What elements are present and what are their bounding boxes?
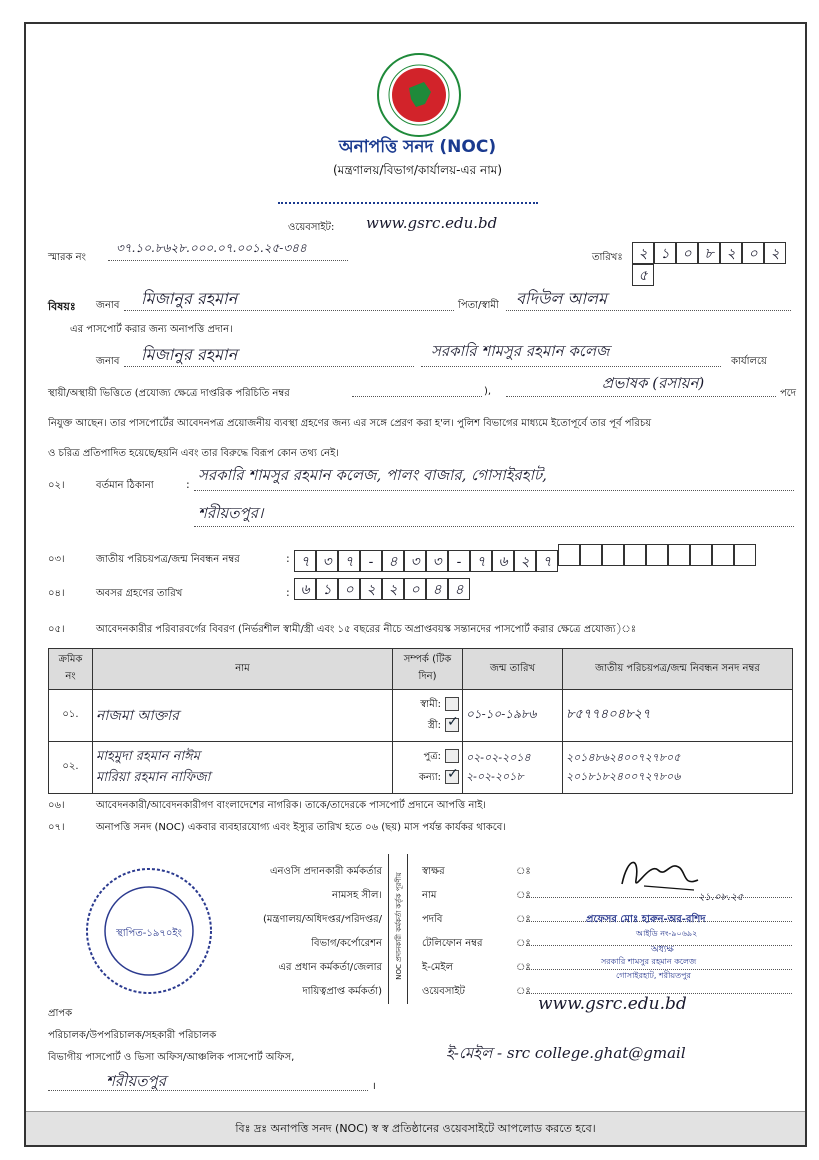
item-05-number: ০৫। (48, 624, 65, 635)
table-row (49, 742, 793, 794)
memo-value: ৩৭.১০.৮৬২৮.০০০.০৭.০০১.২৫-৩৪৪ (116, 241, 307, 255)
recipient-tail: । (372, 1081, 376, 1092)
row-id-1: ২০১৪৮৬২৪০০৭২৭৮০৫ (566, 750, 681, 764)
colon: ঃ (516, 938, 531, 949)
date-label: তারিখঃ (592, 252, 623, 263)
stamp-id: আইডি নং-৯০৬৯২ (636, 929, 698, 938)
address-colon: : (186, 478, 190, 491)
subject-name-line (124, 310, 454, 311)
nid-digit: - (360, 550, 382, 572)
office-value: সরকারি শামসুর রহমান কলেজ (431, 342, 610, 360)
row-relation (393, 690, 463, 742)
post-line (506, 396, 776, 397)
date-digit: ০ (742, 242, 764, 264)
line2-mid: ), (484, 386, 492, 397)
row-name-text: নাজমা আক্তার (96, 707, 179, 724)
website-handwritten: www.gsrc.edu.bd (538, 994, 687, 1014)
note-07: অনাপত্তি সনদ (NOC) একবার ব্যবহারযোগ্য এবং ইস্যুর তারিখ হতে ০৬ (ছয়) মাস পর্যন্ত কার্যকর থাকবে। (96, 822, 506, 833)
row-name-text-2: মারিয়া রহমান নাফিজা (96, 769, 211, 785)
retire-digit: ৪ (426, 578, 448, 600)
nid-digit: ৩ (404, 550, 426, 572)
colon: ঃ (516, 962, 531, 973)
body-name-line (124, 366, 414, 367)
subject-mr-label: জনাব (96, 300, 120, 311)
father-value: বদিউল আলম (516, 289, 607, 308)
row-dob: ০১-১০-১৯৮৬ (463, 690, 563, 742)
rel-label: পুত্র: (423, 750, 441, 762)
line2-prefix: স্থায়ী/অস্থায়ী ভিত্তিতে (প্রযোজ্য ক্ষেত্রে দাপ্তরিক পরিচিতি নম্বর (48, 388, 290, 399)
colon: ঃ (516, 866, 531, 877)
row-dob (463, 742, 563, 794)
college-seal-icon (82, 864, 216, 998)
nid-digit: ২ (514, 550, 536, 572)
document-subtitle: (মন্ত্রণালয়/বিভাগ/কার্যালয়-এর নাম) (332, 163, 503, 177)
item-07-number: ০৭। (48, 822, 65, 833)
officer-line: এর প্রধান কর্মকর্তা/জেলার (278, 962, 382, 973)
recipient-place: শরীয়তপুর (106, 1072, 166, 1090)
nid-digit: ৭ (294, 550, 316, 572)
field-email: ই-মেইল (422, 962, 454, 973)
website-label: ওয়েবসাইট: (288, 222, 335, 233)
officer-line: বিভাগ/কর্পোরেশন (311, 938, 382, 949)
nid-digit: ৩ (426, 550, 448, 572)
row-name-text: মাহমুদা রহমান নাঈম (96, 748, 200, 764)
address-label: বর্তমান ঠিকানা (96, 480, 154, 491)
col-relation: সম্পর্ক (টিক দিন) (393, 649, 463, 690)
seal-text: স্থাপিত-১৯৭০ইং (116, 928, 182, 939)
officer-fields (422, 860, 483, 1004)
col-dob: জন্ম তারিখ (463, 649, 563, 690)
divider (278, 202, 538, 204)
vertical-label-box (388, 854, 408, 1004)
officer-left-lines (242, 860, 382, 1004)
recipient-line-1: পরিচালক/উপপরিচালক/সহকারী পরিচালক (48, 1030, 217, 1041)
retire-digit: ১ (316, 578, 338, 600)
nid-label: জাতীয় পরিচয়পত্র/জন্ম নিবন্ধন নম্বর (96, 554, 240, 565)
id-number-line (352, 396, 482, 397)
retire-boxes (294, 578, 470, 600)
nid-boxes (294, 544, 756, 572)
footer-note (26, 1111, 805, 1145)
post-suffix: পদে (780, 388, 797, 399)
col-id: জাতীয় পরিচয়পত্র/জন্ম নিবন্ধন সনদ নম্বর (563, 649, 793, 690)
body-name: মিজানুর রহমান (141, 345, 238, 364)
subject-name: মিজানুর রহমান (141, 289, 238, 308)
rel-label: স্বামী: (420, 698, 441, 710)
officer-line: (মন্ত্রণালয়/অধিদপ্তর/পরিদপ্তর/ (262, 914, 382, 925)
document-title: অনাপত্তি সনদ (NOC) (338, 137, 497, 157)
row-dob-1: ০২-০২-২০১৪ (466, 750, 531, 764)
nid-digit: ৬ (492, 550, 514, 572)
address-line-1-rule (194, 490, 794, 491)
col-serial: ক্রমিক নং (49, 649, 93, 690)
row-id: ৮৫৭৭৪০৪৮২৭ (563, 690, 793, 742)
item-02-number: ০২। (48, 480, 65, 491)
date-digit: ৮ (698, 242, 720, 264)
signature-date: ২১.০৮.২৫ (698, 892, 744, 903)
rel-label: কন্যা: (418, 771, 441, 783)
colon: ঃ (516, 986, 531, 997)
address-line-2-rule (194, 526, 794, 527)
nid-digit: - (448, 550, 470, 572)
memo-line (108, 260, 348, 261)
nid-digit: ৩ (316, 550, 338, 572)
date-digit: ২ (720, 242, 742, 264)
field-name: নাম (422, 890, 437, 901)
date-digit: ১ (654, 242, 676, 264)
government-emblem-icon (376, 52, 462, 138)
vertical-label: NOC প্রদানকারী কর্মকর্তা কর্তৃক পূরণীয় (395, 872, 403, 980)
nid-colon: : (286, 552, 290, 565)
item-06-number: ০৬। (48, 800, 65, 811)
date-boxes (632, 242, 805, 286)
recipient-label: প্রাপক (48, 1008, 73, 1019)
address-line-1: সরকারি শামসুর রহমান কলেজ, পালং বাজার, গোসাইরহাট, (198, 466, 547, 484)
note-06: আবেদনকারী/আবেদনকারীগণ বাংলাদেশের নাগরিক। তাকে/তাদেরকে পাসপোর্ট প্রদানে আপত্তি নাই। (96, 800, 487, 811)
nid-digit: ৭ (536, 550, 558, 572)
body-paragraph: নিযুক্ত আছেন। তার পাসপোর্টের আবেদনপত্র প্রয়োজনীয় ব্যবস্থা গ্রহণের জন্য এর সঙ্গে প্রেরণ করা হ'ল। পুলিশ বিভাগের মাধ্যমে ইতোপূর্বে তার পূর্ব পরিচয় (48, 418, 652, 429)
field-signature: স্বাক্ষর (422, 866, 445, 877)
col-name: নাম (93, 649, 393, 690)
row-serial: ০১. (49, 690, 93, 742)
stamp-title: অধ্যক্ষ (651, 945, 674, 955)
retire-colon: : (286, 586, 290, 599)
date-digit: ২ (764, 242, 786, 264)
date-digit: ২ (632, 242, 654, 264)
row-id (563, 742, 793, 794)
row-id-2: ২০১৮১৮২৪০০৭২৭৮০৬ (566, 769, 681, 783)
stamp-name: প্রফেসর মোঃ হারুন-অর-রশিদ (586, 914, 706, 925)
father-label: পিতা/স্বামী (458, 300, 499, 311)
recipient-line-rule (48, 1090, 368, 1091)
officer-line: দায়িত্বপ্রাপ্ত কর্মকর্তা) (302, 986, 382, 997)
row-name (93, 690, 393, 742)
rel-label: স্ত্রী: (427, 719, 441, 731)
footer-text: বিঃ দ্রঃ অনাপত্তি সনদ (NOC) স্ব স্ব প্রতিষ্ঠানের ওয়েবসাইটে আপলোড করতে হবে। (235, 1122, 596, 1135)
row-serial: ০২. (49, 742, 93, 794)
stamp-college: সরকারি শামসুর রহমান কলেজ (601, 957, 697, 966)
office-suffix: কার্যালয়ে (731, 356, 767, 367)
relation-checkbox[interactable] (445, 770, 459, 784)
retire-digit: ৪ (448, 578, 470, 600)
subject-purpose: এর পাসপোর্ট করার জন্য অনাপত্তি প্রদান। (70, 324, 233, 335)
stamp-location: গোসাইরহাট, শরীয়তপুর (616, 971, 691, 980)
retire-digit: ২ (382, 578, 404, 600)
table-row (49, 690, 793, 742)
signature-icon (614, 850, 704, 898)
website-value: www.gsrc.edu.bd (366, 214, 498, 232)
retire-digit: ৬ (294, 578, 316, 600)
row-relation (393, 742, 463, 794)
retire-label: অবসর গ্রহণের তারিখ (96, 588, 183, 599)
field-telephone: টেলিফোন নম্বর (422, 938, 483, 949)
officer-line: নামসহ সীল। (332, 890, 382, 901)
body-mr-label: জনাব (96, 356, 120, 367)
field-designation: পদবি (422, 914, 443, 925)
body-paragraph-2: ও চরিত্র প্রতিপাদিত হয়েছে/হয়নি এবং তার বিরুদ্ধে বিরূপ কোন তথ্য নেই। (48, 448, 339, 459)
email-handwritten: ই-মেইল - src college.ghat@gmail (446, 1044, 686, 1062)
date-digit: ৫ (632, 264, 654, 286)
noc-form (24, 22, 807, 1147)
field-website: ওয়েবসাইট (422, 986, 465, 997)
memo-label: স্মারক নং (48, 252, 86, 263)
relation-checkbox[interactable] (445, 749, 459, 763)
officer-line: এনওসি প্রদানকারী কর্মকর্তার (269, 866, 382, 877)
nid-digit: ৭ (338, 550, 360, 572)
item-03-number: ০৩। (48, 554, 65, 565)
office-line (421, 366, 721, 367)
recipient-line-2: বিভাগীয় পাসপোর্ট ও ভিসা অফিস/আঞ্চলিক পাসপোর্ট অফিস, (48, 1052, 295, 1063)
family-table (48, 648, 793, 794)
date-digit: ০ (676, 242, 698, 264)
retire-digit: ০ (404, 578, 426, 600)
row-name (93, 742, 393, 794)
colon: ঃ (516, 914, 531, 925)
retire-digit: ০ (338, 578, 360, 600)
subject-label: বিষয়ঃ (48, 300, 76, 313)
nid-digit: ৭ (470, 550, 492, 572)
father-line (506, 310, 791, 311)
relation-checkbox[interactable] (445, 718, 459, 732)
relation-checkbox[interactable] (445, 697, 459, 711)
colon: ঃ (516, 890, 531, 901)
address-line-2: শরীয়তপুর। (198, 504, 264, 522)
post-value: প্রভাষক (রসায়ন) (602, 374, 705, 392)
family-label: আবেদনকারীর পরিবারবর্গের বিবরণ (নির্ভরশীল স্বামী/স্ত্রী এবং ১৫ বছরের নীচে অপ্রাপ্তবয়স্ক সন্তানদের পাসপোর্ট করার ক্ষেত্রে প্রযোজ্য)ঃ (96, 624, 637, 635)
item-04-number: ০৪। (48, 588, 65, 599)
nid-digit: ৪ (382, 550, 404, 572)
row-dob-2: ২-০২-২০১৮ (466, 769, 524, 783)
retire-digit: ২ (360, 578, 382, 600)
